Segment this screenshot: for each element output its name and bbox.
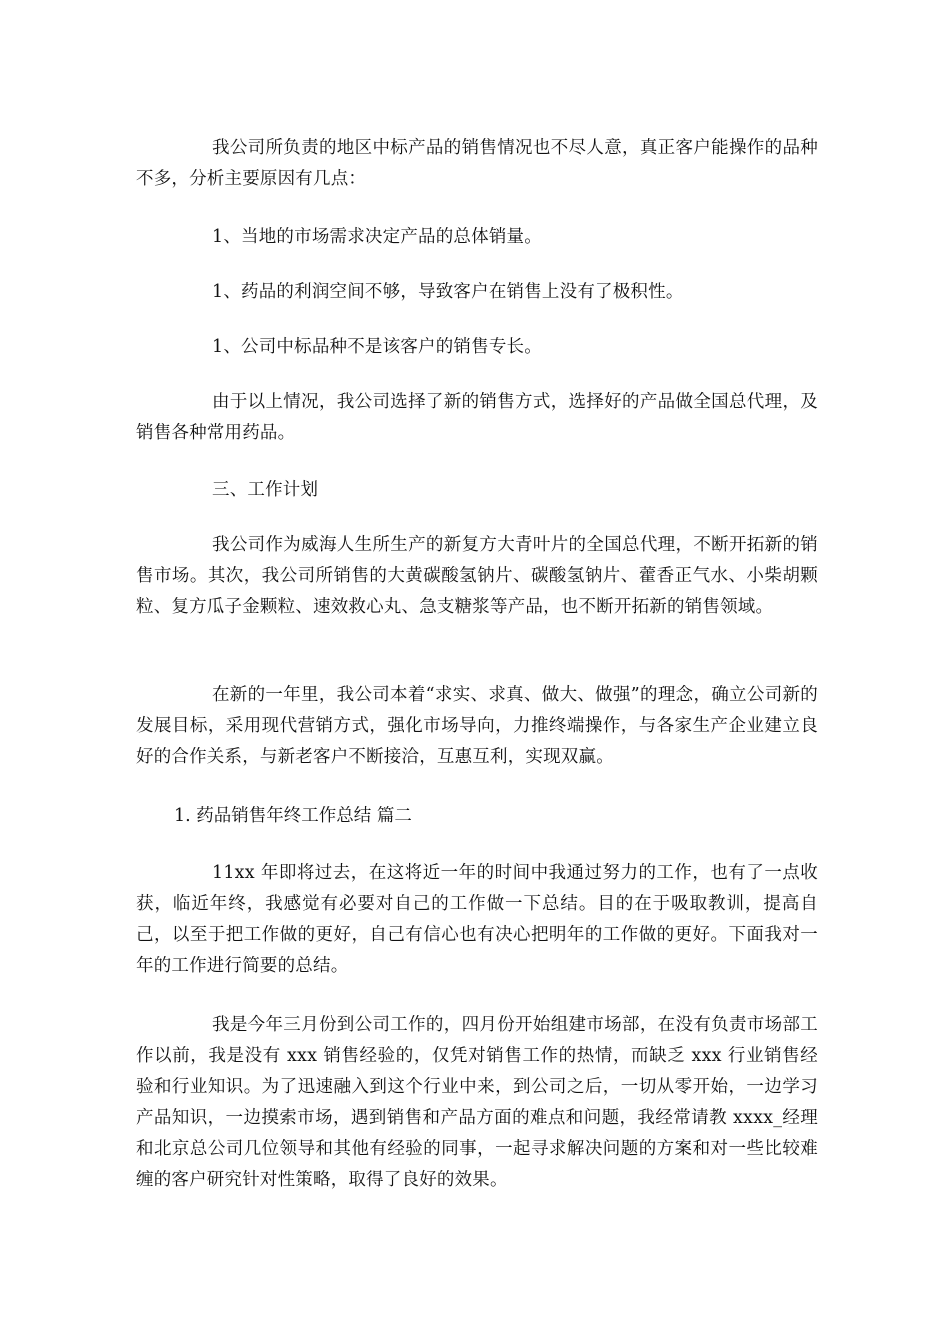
- paragraph-new-year-goals: 在新的一年里，我公司本着“求实、求真、做大、做强”的理念，确立公司新的发展目标，采用现代营销方式，强化市场导向，力推终端操作，与各家生产企业建立良好的合作关系，与新老客户不断接洽，互惠互利，实现双赢。: [136, 685, 818, 767]
- paragraph-year-summary-intro: 11xx 年即将过去，在这将近一年的时间中我通过努力的工作，也有了一点收获，临近年终，我感觉有必要对自己的工作做一下总结。目的在于吸取教训，提高自己，以至于把工作做的更好，自己有信心也有决心把明年的工作做的更好。下面我对一年的工作进行简要的总结。: [136, 863, 818, 976]
- section-heading-work-plan: 三、工作计划: [212, 480, 319, 500]
- list-item-product-specialty: 1、公司中标品种不是该客户的销售专长。: [212, 337, 542, 357]
- paragraph-joining-company: 我是今年三月份到公司工作的，四月份开始组建市场部，在没有负责市场部工作以前，我是没有 xxx 销售经验的，仅凭对销售工作的热情，而缺乏 xxx 行业销售经验和行业知识。为了迅速融入到这个行业中来，到公司之后，一切从零开始，一边学习产品知识，一边摸索市场，遇到销售和产品方面的难点和问题，我经常请教 xxxx_经理和北京总公司几位领导和其他有经验的同事，一起寻求解决问题的方案和对一些比较难缠的客户研究针对性策略，取得了良好的效果。: [136, 1015, 818, 1190]
- list-item-market-demand: 1、当地的市场需求决定产品的总体销量。: [212, 227, 542, 247]
- paragraph-sales-situation: 我公司所负责的地区中标产品的销售情况也不尽人意，真正客户能操作的品种不多，分析主要原因有几点：: [136, 138, 818, 189]
- section-heading-part-two: 1. 药品销售年终工作总结 篇二: [174, 806, 412, 826]
- paragraph-new-sales-method: 由于以上情况，我公司选择了新的销售方式，选择好的产品做全国总代理，及销售各种常用药品。: [136, 392, 818, 443]
- list-item-profit-margin: 1、药品的利润空间不够，导致客户在销售上没有了极积性。: [212, 282, 684, 302]
- paragraph-national-agency: 我公司作为威海人生所生产的新复方大青叶片的全国总代理，不断开拓新的销售市场。其次，我公司所销售的大黄碳酸氢钠片、碳酸氢钠片、藿香正气水、小柴胡颗粒、复方瓜子金颗粒、速效救心丸、急支糖浆等产品，也不断开拓新的销售领域。: [136, 535, 818, 617]
